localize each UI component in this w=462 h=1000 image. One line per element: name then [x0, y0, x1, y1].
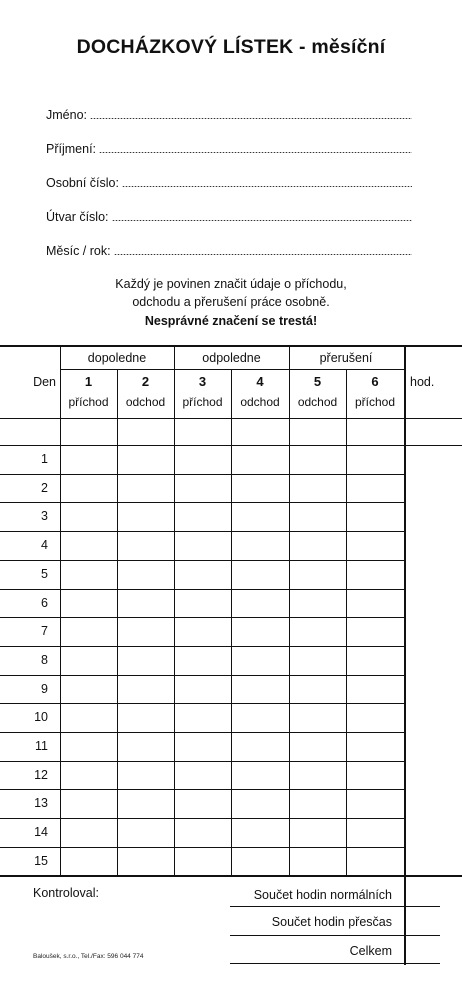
day-number: 11 — [35, 739, 48, 753]
day-number: 2 — [41, 481, 48, 495]
footer-line-prescas — [230, 935, 440, 936]
day-number: 13 — [34, 796, 48, 810]
day-number: 15 — [34, 854, 48, 868]
column-sublabel-4: odchod — [240, 395, 280, 409]
day-number: 7 — [41, 624, 48, 638]
column-number-1: 1 — [84, 373, 93, 389]
col-divider-hod — [404, 345, 406, 965]
field-osobni-cislo[interactable] — [46, 174, 412, 190]
day-number: 9 — [41, 682, 48, 696]
table-bottom-border — [0, 875, 462, 877]
day-number: 14 — [34, 825, 48, 839]
field-jmeno-label: Jméno: — [46, 108, 87, 122]
column-sublabel-3: příchod — [182, 395, 223, 409]
field-prijmeni-dots — [99, 152, 412, 153]
den-header — [0, 372, 56, 392]
page-title: DOCHÁZKOVÝ LÍSTEK - měsíční — [76, 36, 386, 58]
kontroloval-label: Kontroloval: — [33, 886, 100, 900]
col-divider — [117, 369, 118, 875]
group-preruseni: přerušení — [319, 351, 373, 365]
field-prijmeni[interactable] — [46, 140, 412, 156]
hod-header — [404, 372, 462, 392]
column-number-4: 4 — [256, 373, 264, 389]
notice-line-1: Každý je povinen značit údaje o příchodu, — [115, 277, 347, 291]
col-divider — [289, 345, 290, 875]
day-number: 5 — [41, 567, 48, 581]
col-divider-den — [60, 345, 61, 875]
column-number-6: 6 — [371, 373, 379, 389]
field-utvar-cislo-dots — [112, 220, 412, 221]
day-number: 3 — [41, 509, 48, 523]
col-divider — [174, 345, 175, 875]
field-mesic-rok-dots — [114, 254, 412, 255]
den-header-label: Den — [33, 375, 56, 389]
field-prijmeni-label: Příjmení: — [46, 142, 97, 156]
column-sublabel-6: příchod — [354, 395, 396, 409]
notice-warning: Nesprávné značení se trestá! — [144, 314, 318, 328]
field-utvar-cislo-label: Útvar číslo: — [46, 210, 109, 224]
hod-header-label: hod. — [410, 375, 435, 389]
column-number-2: 2 — [141, 373, 150, 389]
footer-line-celkem — [230, 963, 440, 964]
field-jmeno-dots — [90, 118, 412, 119]
field-mesic-rok[interactable] — [46, 242, 412, 258]
soucet-normalnich-label: Součet hodin normálních — [253, 888, 392, 902]
field-jmeno[interactable] — [46, 106, 412, 122]
day-number: 8 — [41, 653, 48, 667]
col-divider — [231, 369, 232, 875]
day-number: 4 — [41, 538, 48, 552]
col-divider — [346, 369, 347, 875]
column-sublabel-2: odchod — [125, 395, 166, 409]
notice-line-2: odchodu a přerušení práce osobně. — [132, 295, 330, 309]
column-sublabel-1: příchod — [68, 395, 109, 409]
group-divider — [60, 369, 404, 370]
day-number: 6 — [41, 596, 48, 610]
field-mesic-rok-label: Měsíc / rok: — [46, 244, 111, 258]
day-number: 12 — [34, 768, 48, 782]
celkem-label: Celkem — [349, 944, 392, 958]
column-number-5: 5 — [313, 373, 322, 389]
day-number: 1 — [41, 452, 48, 466]
field-utvar-cislo[interactable] — [46, 208, 412, 224]
column-number-3: 3 — [198, 373, 207, 389]
footer-line-normalnich — [230, 906, 440, 907]
publisher-info: Baloušek, s.r.o., Tel./Fax: 596 044 774 — [33, 953, 144, 960]
group-dopoledne: dopoledne — [87, 351, 147, 365]
field-osobni-cislo-label: Osobní číslo: — [46, 176, 119, 190]
column-sublabel-5: odchod — [297, 395, 338, 409]
group-odpoledne: odpoledne — [202, 351, 261, 365]
day-number: 10 — [34, 710, 48, 724]
soucet-prescas-label: Součet hodin přesčas — [271, 915, 392, 929]
field-osobni-cislo-dots — [122, 186, 412, 187]
